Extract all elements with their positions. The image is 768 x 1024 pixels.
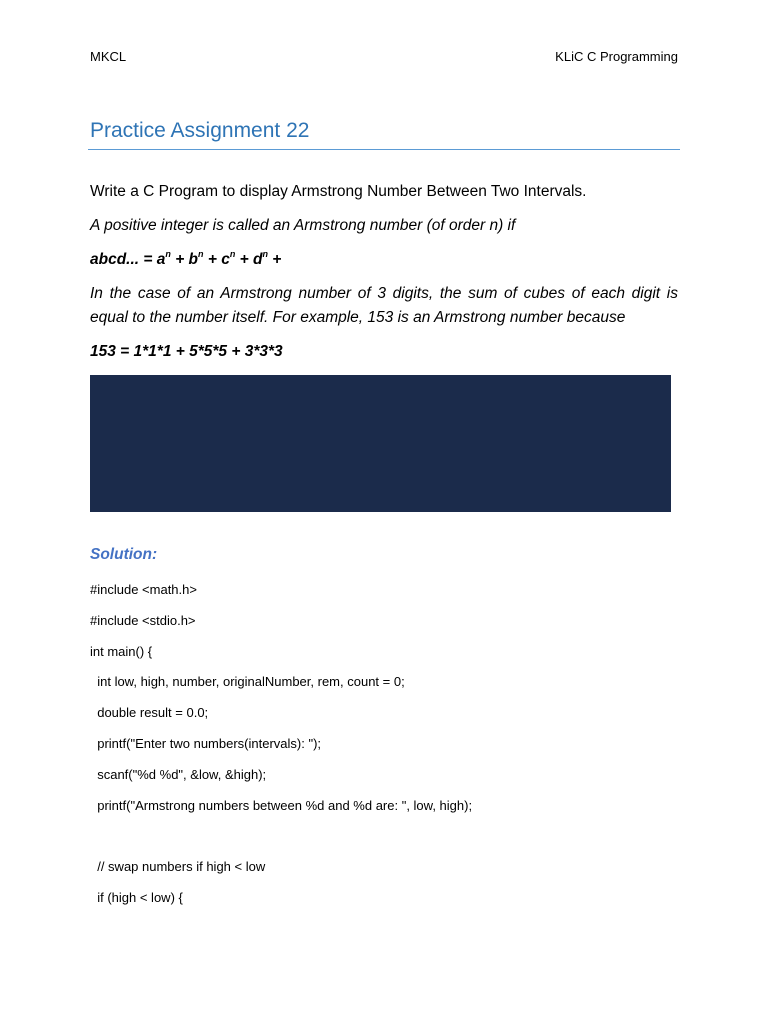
code-line: int main() { [90, 643, 153, 659]
code-line: #include <stdio.h> [90, 612, 196, 628]
code-line [90, 825, 690, 856]
code-line: double result = 0.0; [90, 705, 209, 721]
code-line: scanf("%d %d", &low, &high); [90, 766, 267, 782]
explanation-paragraph: In the case of an Armstrong number of 3 digits, the sum of cubes of each digit is equal to the number itself. For example, 153 is an Armstrong number because [90, 285, 678, 326]
code-line: if (high < low) { [90, 889, 183, 905]
code-block [90, 579, 690, 918]
intro-paragraph: Write a C Program to display Armstrong Number Between Two Intervals. [90, 183, 587, 200]
formula-exp-d: n [262, 248, 268, 259]
code-line: printf("Enter two numbers(intervals): "); [90, 735, 322, 751]
formula-tail: + [267, 251, 282, 268]
solution-label: Solution: [90, 546, 158, 563]
embedded-image-placeholder [90, 375, 671, 512]
title-underline [88, 149, 680, 150]
formula-lhs: abcd... = a [90, 251, 166, 268]
code-line: printf("Armstrong numbers between %d and %d are: ", low, high); [90, 797, 473, 813]
formula-exp-c: n [229, 248, 236, 259]
formula-b: + b [170, 251, 199, 268]
header-right: KLiC C Programming [555, 49, 678, 64]
formula-exp-b: n [198, 248, 204, 259]
formula-c: + c [203, 251, 230, 268]
formula-exp-a: n [165, 248, 171, 259]
code-line: // swap numbers if high < low [90, 859, 266, 875]
example-line: 153 = 1*1*1 + 5*5*5 + 3*3*3 [90, 343, 283, 360]
formula-d: + d [235, 251, 263, 268]
page-title: Practice Assignment 22 [90, 119, 310, 142]
formula-line [90, 248, 678, 272]
definition-paragraph: A positive integer is called an Armstrong number (of order n) if [90, 217, 516, 234]
code-line: #include <math.h> [90, 582, 197, 597]
header-left: MKCL [90, 49, 127, 64]
code-line: int low, high, number, originalNumber, rem, count = 0; [90, 674, 405, 690]
